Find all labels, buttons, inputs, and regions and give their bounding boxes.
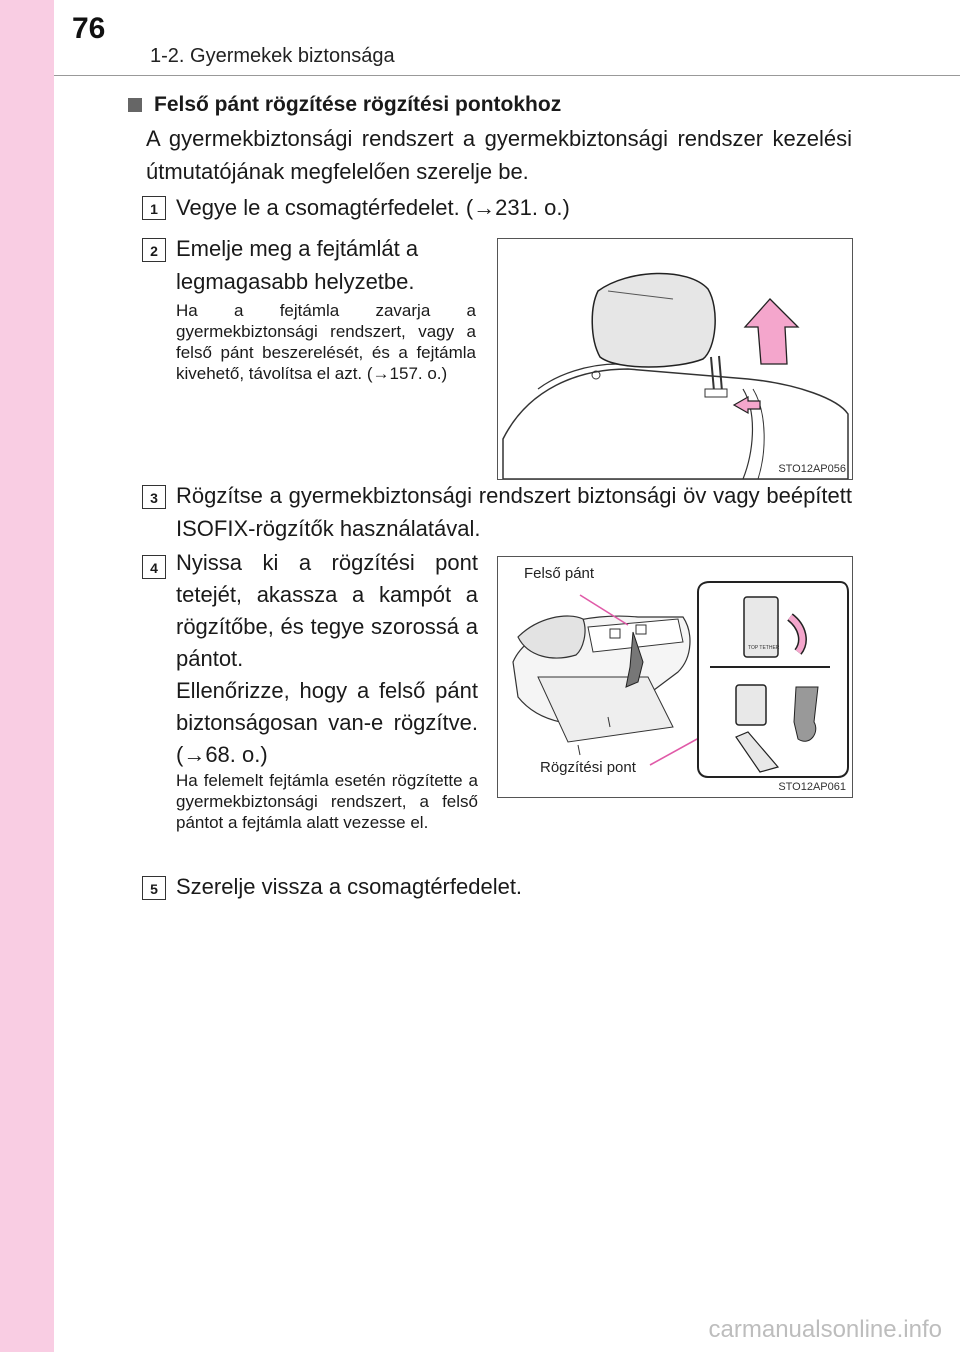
label-anchor-point: Rögzítési pont <box>540 759 636 776</box>
step-number-4: 4 <box>142 555 166 579</box>
step-4-text: Nyissa ki a rögzítési pont tetejét, akassza a kampót a rögzítőbe, és tegye szorossá a pántot. <box>176 550 478 671</box>
headrest-illustration <box>498 239 852 479</box>
figure-headrest <box>497 238 853 480</box>
subsection-title: Felső pánt rögzítése rögzítési pontokhoz <box>154 93 562 116</box>
step-number-1: 1 <box>142 196 166 220</box>
step-2-text: Emelje meg a fejtámlát a legmagasabb helyzetbe. <box>176 236 419 294</box>
step-2-note: Ha a fejtámla zavarja a gyermekbiztonsági rendszert, vagy a felső pánt beszerelését, és a fejtámla kivehető, távolítsa el azt. (→157. o.) <box>176 301 476 383</box>
step-number-2: 2 <box>142 238 166 262</box>
step-1-text: Vegye le a csomagtérfedelet. (→231. o.) <box>176 195 570 220</box>
step-5-text: Szerelje vissza a csomagtérfedelet. <box>176 874 523 899</box>
section-title: 1-2. Gyermekek biztonsága <box>150 45 395 67</box>
figure-code: STO12AP061 <box>778 781 846 793</box>
step-number-3: 3 <box>142 485 166 509</box>
label-top-strap: Felső pánt <box>524 565 595 582</box>
step-4-note: Ha felemelt fejtámla esetén rögzítette a gyermekbiztonsági rendszert, a felső pántot a fejtámla alatt vezesse el. <box>176 771 478 832</box>
top-tether-badge: TOP TETHER <box>748 645 780 651</box>
page-number: 76 <box>72 12 106 45</box>
header-divider <box>54 75 960 76</box>
intro-paragraph: A gyermekbiztonsági rendszert a gyermekbiztonsági rendszer kezelési útmutatójának megfelelően szerelje be. <box>146 126 852 184</box>
figure-code: STO12AP056 <box>778 463 846 475</box>
watermark: carmanualsonline.info <box>708 1316 942 1343</box>
page-edge-tab <box>0 0 54 1352</box>
step-4-check-text: Ellenőrizze, hogy a felső pánt biztonságosan van-e rögzítve. (→68. o.) <box>176 678 478 767</box>
figure-tether-anchor <box>497 556 853 798</box>
step-number-5: 5 <box>142 876 166 900</box>
subsection-heading <box>128 93 561 117</box>
square-bullet-icon <box>128 98 142 112</box>
step-3-text: Rögzítse a gyermekbiztonsági rendszert biztonsági öv vagy beépített ISOFIX-rögzítők használatával. <box>176 483 852 541</box>
